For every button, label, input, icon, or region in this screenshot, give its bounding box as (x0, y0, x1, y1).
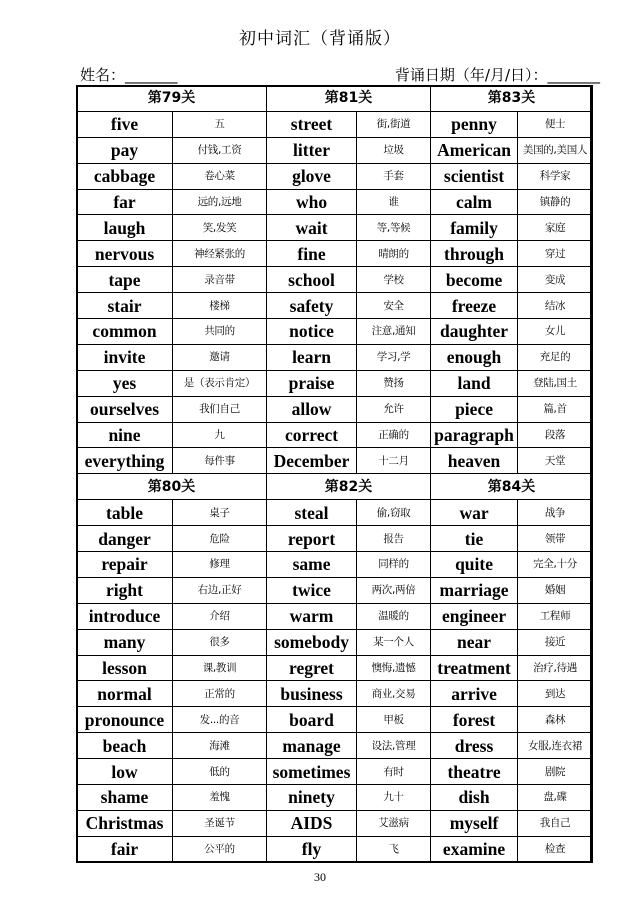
vocab-word: sometimes (267, 759, 357, 785)
vocab-meaning: 圣诞节 (173, 810, 267, 836)
vocab-meaning: 有时 (357, 759, 431, 785)
vocab-word: calm (431, 189, 518, 215)
vocab-meaning: 赞扬 (357, 370, 431, 396)
vocab-word: yes (77, 370, 173, 396)
vocab-meaning: 注意,通知 (357, 319, 431, 345)
table-row (77, 215, 593, 241)
vocab-word: cabbage (77, 163, 173, 189)
vocab-word: stair (77, 293, 173, 319)
vocab-word: danger (77, 526, 173, 552)
vocab-word: ourselves (77, 396, 173, 422)
table-row (77, 189, 593, 215)
page-number: 30 (314, 870, 326, 884)
vocab-word: quite (431, 552, 518, 578)
vocab-word: who (267, 189, 357, 215)
vocab-word: shame (77, 785, 173, 811)
vocab-meaning: 美国的,美国人 (518, 137, 593, 163)
vocab-meaning: 海滩 (173, 733, 267, 759)
vocab-meaning: 飞 (357, 836, 431, 862)
vocab-word: forest (431, 707, 518, 733)
vocab-meaning: 结冰 (518, 293, 593, 319)
vocab-meaning: 学习,学 (357, 344, 431, 370)
vocab-word: correct (267, 422, 357, 448)
vocab-word: right (77, 577, 173, 603)
vocab-meaning: 段落 (518, 422, 593, 448)
vocab-meaning: 等,等候 (357, 215, 431, 241)
vocab-meaning: 介绍 (173, 603, 267, 629)
vocab-meaning: 登陆,国土 (518, 370, 593, 396)
vocab-word: scientist (431, 163, 518, 189)
table-row (77, 810, 593, 836)
vocab-word: somebody (267, 629, 357, 655)
vocab-meaning: 战争 (518, 500, 593, 526)
vocab-word: paragraph (431, 422, 518, 448)
vocab-meaning: 温暖的 (357, 603, 431, 629)
vocab-word: street (267, 111, 357, 137)
vocab-word: pay (77, 137, 173, 163)
vocab-word: become (431, 267, 518, 293)
vocab-meaning: 桌子 (173, 500, 267, 526)
vocab-meaning: 穿过 (518, 241, 593, 267)
table-row (77, 163, 593, 189)
vocab-meaning: 正确的 (357, 422, 431, 448)
vocab-word: near (431, 629, 518, 655)
vocab-meaning: 商业,交易 (357, 681, 431, 707)
vocab-meaning: 垃圾 (357, 137, 431, 163)
vocab-meaning: 谁 (357, 189, 431, 215)
vocab-meaning: 学校 (357, 267, 431, 293)
vocab-word: American (431, 137, 518, 163)
table-row (77, 422, 593, 448)
name-date-line (80, 64, 600, 84)
vocab-word: family (431, 215, 518, 241)
vocab-word: myself (431, 810, 518, 836)
vocab-meaning: 公平的 (173, 836, 267, 862)
table-row (77, 759, 593, 785)
vocab-word: piece (431, 396, 518, 422)
vocab-meaning: 女服,连衣裙 (518, 733, 593, 759)
vocab-word: land (431, 370, 518, 396)
vocab-meaning: 剧院 (518, 759, 593, 785)
vocab-meaning: 接近 (518, 629, 593, 655)
vocab-word: everything (77, 448, 173, 474)
vocab-word: steal (267, 500, 357, 526)
table-row (77, 241, 593, 267)
name-field-label: 姓名：_______ (80, 66, 178, 84)
vocab-meaning: 盘,碟 (518, 785, 593, 811)
vocab-word: litter (267, 137, 357, 163)
vocab-meaning: 森林 (518, 707, 593, 733)
vocab-meaning: 五 (173, 111, 267, 137)
table-row (77, 500, 593, 526)
table-row (77, 577, 593, 603)
vocab-word: war (431, 500, 518, 526)
vocab-meaning: 变成 (518, 267, 593, 293)
level-header: 第81关 (267, 86, 431, 112)
vocabulary-table (76, 85, 593, 863)
vocab-word: table (77, 500, 173, 526)
table-row (77, 370, 593, 396)
vocab-meaning: 修理 (173, 552, 267, 578)
page-title: 初中词汇（背诵版） (239, 29, 401, 49)
table-row (77, 111, 593, 137)
vocab-word: five (77, 111, 173, 137)
vocab-word: safety (267, 293, 357, 319)
vocab-meaning: 两次,两倍 (357, 577, 431, 603)
vocab-meaning: 同样的 (357, 552, 431, 578)
vocab-meaning: 安全 (357, 293, 431, 319)
vocab-word: business (267, 681, 357, 707)
vocab-word: low (77, 759, 173, 785)
vocab-meaning: 科学家 (518, 163, 593, 189)
vocab-meaning: 右边,正好 (173, 577, 267, 603)
vocab-word: heaven (431, 448, 518, 474)
vocab-word: praise (267, 370, 357, 396)
vocab-word: examine (431, 836, 518, 862)
vocab-meaning: 课,教训 (173, 655, 267, 681)
vocab-word: invite (77, 344, 173, 370)
vocab-word: board (267, 707, 357, 733)
vocab-word: many (77, 629, 173, 655)
vocab-meaning: 危险 (173, 526, 267, 552)
vocab-meaning: 九十 (357, 785, 431, 811)
vocab-meaning: 手套 (357, 163, 431, 189)
vocab-word: theatre (431, 759, 518, 785)
table-row (77, 785, 593, 811)
vocab-word: daughter (431, 319, 518, 345)
vocab-meaning: 九 (173, 422, 267, 448)
vocab-meaning: 家庭 (518, 215, 593, 241)
vocab-word: warm (267, 603, 357, 629)
vocab-meaning: 邀请 (173, 344, 267, 370)
level-header-row (77, 86, 593, 112)
vocab-word: repair (77, 552, 173, 578)
level-header-row (77, 474, 593, 500)
table-row (77, 707, 593, 733)
vocab-word: normal (77, 681, 173, 707)
vocab-meaning: 报告 (357, 526, 431, 552)
date-field-label: 背诵日期（年/月/日）：_______ (394, 66, 600, 84)
table-row (77, 629, 593, 655)
vocab-meaning: 我们自己 (173, 396, 267, 422)
vocab-word: enough (431, 344, 518, 370)
vocab-meaning: 完全,十分 (518, 552, 593, 578)
vocab-word: glove (267, 163, 357, 189)
vocab-word: allow (267, 396, 357, 422)
vocab-word: arrive (431, 681, 518, 707)
level-header: 第84关 (431, 474, 593, 500)
vocab-word: freeze (431, 293, 518, 319)
vocab-meaning: 领带 (518, 526, 593, 552)
vocab-meaning: 晴朗的 (357, 241, 431, 267)
vocab-meaning: 发...的音 (173, 707, 267, 733)
vocab-meaning: 婚姻 (518, 577, 593, 603)
table-row (77, 137, 593, 163)
vocab-word: dish (431, 785, 518, 811)
level-header: 第80关 (77, 474, 267, 500)
vocab-word: wait (267, 215, 357, 241)
vocab-word: nervous (77, 241, 173, 267)
vocab-meaning: 是（表示肯定） (173, 370, 267, 396)
vocab-word: learn (267, 344, 357, 370)
vocab-word: manage (267, 733, 357, 759)
vocab-meaning: 到达 (518, 681, 593, 707)
vocab-word: tie (431, 526, 518, 552)
table-row (77, 448, 593, 474)
table-row (77, 733, 593, 759)
vocab-meaning: 街,街道 (357, 111, 431, 137)
level-header: 第79关 (77, 86, 267, 112)
vocab-word: beach (77, 733, 173, 759)
vocab-word: fine (267, 241, 357, 267)
vocab-word: ninety (267, 785, 357, 811)
vocab-meaning: 天堂 (518, 448, 593, 474)
vocab-word: December (267, 448, 357, 474)
table-row (77, 344, 593, 370)
vocab-word: treatment (431, 655, 518, 681)
level-header: 第82关 (267, 474, 431, 500)
vocab-meaning: 检查 (518, 836, 593, 862)
vocab-word: through (431, 241, 518, 267)
vocab-word: report (267, 526, 357, 552)
vocab-meaning: 正常的 (173, 681, 267, 707)
level-header: 第83关 (431, 86, 593, 112)
vocab-meaning: 我自己 (518, 810, 593, 836)
vocab-meaning: 录音带 (173, 267, 267, 293)
table-row (77, 655, 593, 681)
table-row (77, 293, 593, 319)
vocab-meaning: 治疗,待遇 (518, 655, 593, 681)
vocab-word: lesson (77, 655, 173, 681)
vocab-word: fly (267, 836, 357, 862)
vocab-word: fair (77, 836, 173, 862)
vocab-meaning: 设法,管理 (357, 733, 431, 759)
vocab-meaning: 允许 (357, 396, 431, 422)
vocab-meaning: 便士 (518, 111, 593, 137)
table-row (77, 681, 593, 707)
vocab-word: same (267, 552, 357, 578)
vocab-word: penny (431, 111, 518, 137)
table-row (77, 526, 593, 552)
vocab-meaning: 工程师 (518, 603, 593, 629)
vocab-meaning: 懊悔,遗憾 (357, 655, 431, 681)
table-row (77, 603, 593, 629)
vocab-meaning: 付钱,工资 (173, 137, 267, 163)
vocab-meaning: 甲板 (357, 707, 431, 733)
vocab-meaning: 每件事 (173, 448, 267, 474)
vocab-meaning: 篇,首 (518, 396, 593, 422)
vocab-meaning: 共同的 (173, 319, 267, 345)
table-row (77, 267, 593, 293)
table-row (77, 319, 593, 345)
vocab-word: introduce (77, 603, 173, 629)
vocab-meaning: 艾滋病 (357, 810, 431, 836)
table-row (77, 552, 593, 578)
vocab-meaning: 羞愧 (173, 785, 267, 811)
vocab-meaning: 镇静的 (518, 189, 593, 215)
table-row (77, 836, 593, 862)
vocab-word: engineer (431, 603, 518, 629)
vocab-word: school (267, 267, 357, 293)
vocab-meaning: 低的 (173, 759, 267, 785)
vocab-meaning: 某一个人 (357, 629, 431, 655)
vocab-word: pronounce (77, 707, 173, 733)
vocab-meaning: 神经紧张的 (173, 241, 267, 267)
vocab-meaning: 卷心菜 (173, 163, 267, 189)
vocab-word: AIDS (267, 810, 357, 836)
vocab-word: far (77, 189, 173, 215)
vocab-meaning: 很多 (173, 629, 267, 655)
vocab-word: nine (77, 422, 173, 448)
vocab-meaning: 女儿 (518, 319, 593, 345)
vocab-word: tape (77, 267, 173, 293)
vocab-meaning: 楼梯 (173, 293, 267, 319)
vocab-word: marriage (431, 577, 518, 603)
vocab-word: notice (267, 319, 357, 345)
vocab-word: regret (267, 655, 357, 681)
vocab-word: laugh (77, 215, 173, 241)
vocab-meaning: 笑,发笑 (173, 215, 267, 241)
vocab-word: common (77, 319, 173, 345)
vocab-word: dress (431, 733, 518, 759)
vocab-word: twice (267, 577, 357, 603)
vocab-meaning: 偷,窃取 (357, 500, 431, 526)
vocab-meaning: 远的,远地 (173, 189, 267, 215)
table-row (77, 396, 593, 422)
vocab-word: Christmas (77, 810, 173, 836)
vocab-meaning: 充足的 (518, 344, 593, 370)
vocab-meaning: 十二月 (357, 448, 431, 474)
